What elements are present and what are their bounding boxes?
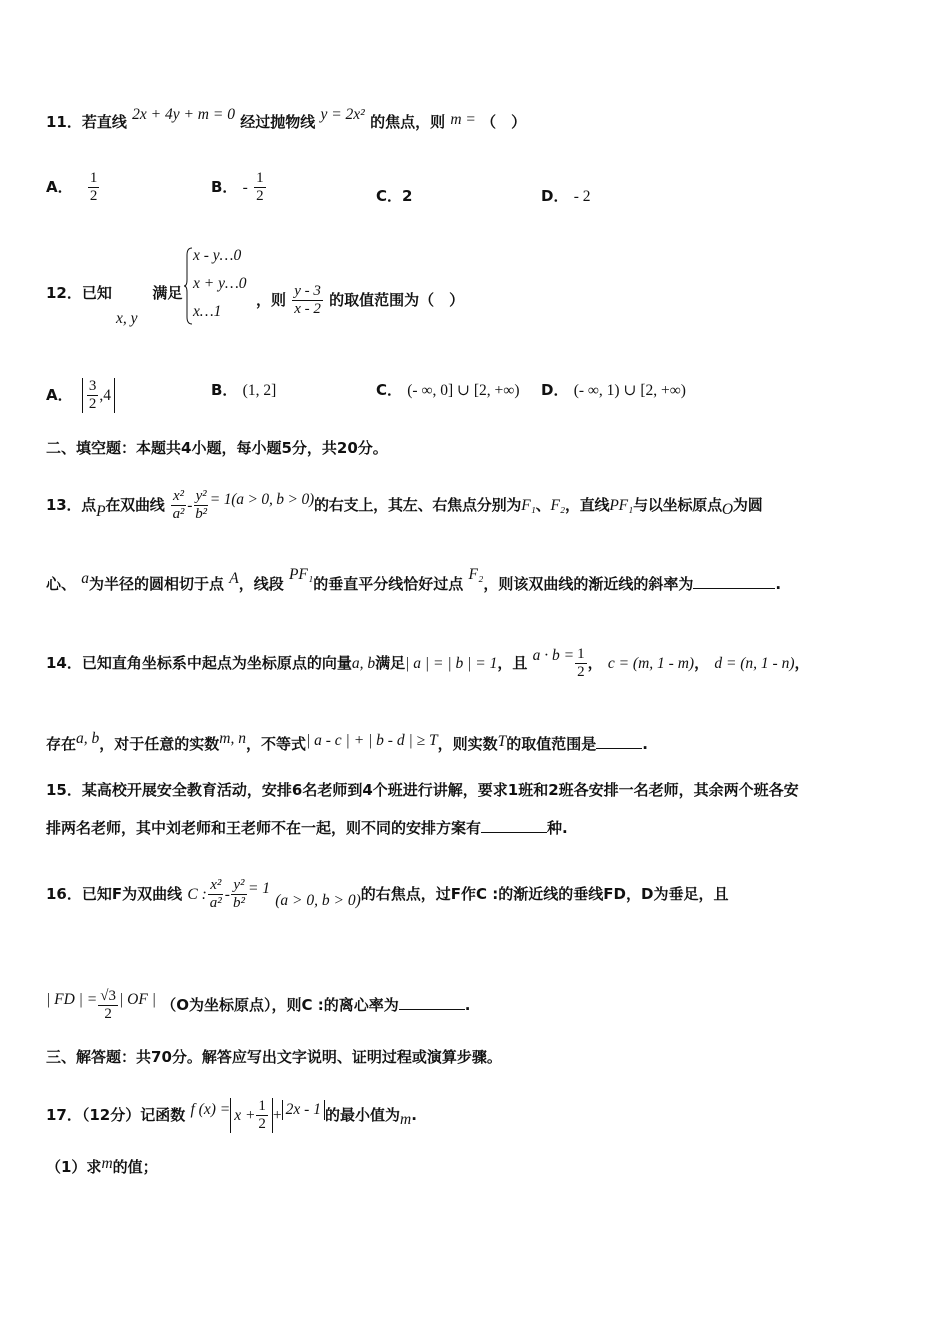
question-15-line-2: 排两名老师，其中刘老师和王老师不在一起，则不同的安排方案有 种. (46, 819, 568, 837)
target-fraction: $\frac{y - 3}{x - 2}$ (294, 283, 321, 317)
option-12-c[interactable]: C． (- ∞, 0] ∪ [2, +∞) (376, 381, 520, 399)
question-14-line-2: 存在a, b，对于任意的实数m, n，不等式| a - c | + | b - d | ≥ T，则实数T的取值范围是 . (46, 730, 648, 753)
option-11-d[interactable]: D． - 2 (541, 187, 591, 205)
answer-blank[interactable] (481, 818, 547, 833)
question-13-line-2: 心、 a为半径的圆相切于点 A，线段 PF₁的垂直平分线恰好过点 F₂，则该双曲线的渐近线的斜率为 . (46, 566, 782, 593)
option-11-a[interactable]: A． $\frac{1}{2}$ (46, 170, 98, 204)
interval-bracket: $\frac{3}{2}$ ,4 (82, 378, 115, 413)
fraction: $\frac{1}{2}$ (89, 170, 98, 204)
option-11-c[interactable]: C．2 (376, 187, 413, 205)
question-17: 17．（12分）记函数 f (x) = x + $\frac{1}{2}$ + 2x - 1 的最小值为m. (46, 1098, 417, 1132)
option-12-b[interactable]: B． (1, 2] (211, 381, 277, 399)
left-brace-icon (183, 247, 193, 325)
answer-blank[interactable] (399, 995, 465, 1010)
question-11: 11．若直线 2x + 4y + m = 0 经过抛物线 y = 2x² 的焦点，则 m = （ ） (46, 106, 527, 131)
fraction: $\frac{1}{2}$ (256, 170, 264, 204)
question-16-line-2: | FD | = $\frac{√3}{2}$ | OF | （O为坐标原点），则C :的离心率为 . (46, 988, 471, 1022)
question-15: 15．某高校开展安全教育活动，安排6名老师到4个班进行讲解，要求1班和2班各安排一名老师，其余两个班各安 (46, 781, 799, 799)
line-equation: 2x + 4y + m = 0 (132, 106, 235, 123)
question-14: 14．已知直角坐标系中起点为坐标原点的向量a, b满足| a | = | b | = 1，且 a · b = $\frac{1}{2}$ ， c = (m, 1 - m)， d = (n, 1 - n)， (46, 646, 810, 680)
parabola-equation: y = 2x² (320, 106, 365, 123)
variables-xy: x, y (116, 310, 138, 327)
answer-blank[interactable] (596, 734, 642, 749)
option-11-b[interactable]: B． - $\frac{1}{2}$ (211, 170, 264, 204)
question-13: 13．点P在双曲线 $\frac{\text{x²}}{\text{a²}}$ - $\frac{\text{y²}}{\text{b²}}$ = 1(a > 0, b > 0)的右支上，其左、右焦点分别为F₁、F₂，直线PF₁与以坐标原点O为圆 (46, 488, 763, 522)
question-16: 16．已知F为双曲线 C : $\frac{\text{x²}}{\text{a²}}$ - $\frac{\text{y²}}{\text{b²}}$ = 1 (a > 0, b > 0)的右焦点，过F作C :的渐近线的垂线FD，D为垂足，且 (46, 877, 729, 911)
question-12-tail: ，则 $\frac{y - 3}{x - 2}$ 的取值范围为（ ） (256, 283, 465, 317)
answer-blank[interactable] (693, 574, 775, 589)
question-17-part-1: （1）求m的值； (46, 1155, 158, 1176)
question-12: 12．已知 满足 (46, 284, 183, 302)
section-heading-solutions: 三、解答题：共70分。解答应写出文字说明、证明过程或演算步骤。 (46, 1048, 502, 1066)
option-12-a[interactable]: A． $\frac{3}{2}$ ,4 (46, 378, 115, 413)
section-heading-fill-in: 二、填空题：本题共4小题，每小题5分，共20分。 (46, 439, 388, 457)
option-12-d[interactable]: D． (- ∞, 1) ∪ [2, +∞) (541, 381, 686, 399)
exam-page: 11．若直线 2x + 4y + m = 0 经过抛物线 y = 2x² 的焦点，则 m = （ ） A． $\frac{1}{2}$ B． - $\frac{1}{2}$ C．2 D． - 2 12．已知 满足 x, y x - y…0 x + y…0 x…1 ，则 $\frac{y - 3}{x - 2}$ 的取值范围为（ ） A． $\frac{3}{2}$ ,4 B． (1, 2] C． (- ∞, 0] ∪ [2, +∞) D． (- ∞, 1) ∪ [2, +∞) 二、填空题：本题共4小题，每小题5分，共20分。 13．点P在双曲线 $\frac{\text{x²}}{\text{a²}}$ - $\frac{\text{y²}}{\text{b²}}$ = 1(a > 0, b > 0)的右支上，其左、右焦点分别为F₁、F₂，直线PF₁与以坐标原点O为圆 心、 a为半径的圆相切于点 A，线段 PF₁的垂直平分线恰好过点 F₂，则该双曲线的渐近线的斜率为 . 14．已知直角坐标系中起点为坐标原点的向量a, b满足| a | = | b | = 1，且 a · b = $\frac{1}{2}$ ， c = (m, 1 - m)， d = (n, 1 - n)， 存在a, b，对于任意的实数m, n，不等式| a - c | + | b - d | ≥ T，则实数T的取值范围是 . 15．某高校开展安全教育活动，安排6名老师到4个班进行讲解，要求1班和2班各安排一名老师，其余两个班各安 排两名老师，其中刘老师和王老师不在一起，则不同的安排方案有 种. 16．已知F为双曲线 C : $\frac{\text{x²}}{\text{a²}}$ - $\frac{\text{y²}}{\text{b²}}$ = 1 (a > 0, b > 0)的右焦点，过F作C :的渐近线的垂线FD，D为垂足，且 | FD | = $\frac{√3}{2}$ | OF | （O为坐标原点），则C :的离心率为 . 三、解答题：共70分。解答应写出文字说明、证明过程或演算步骤。 17．（12分）记函数 f (x) = x + $\frac{1}{2}$ + 2x - 1 的最小值为m. （1）求m的值； (0, 0, 950, 1344)
